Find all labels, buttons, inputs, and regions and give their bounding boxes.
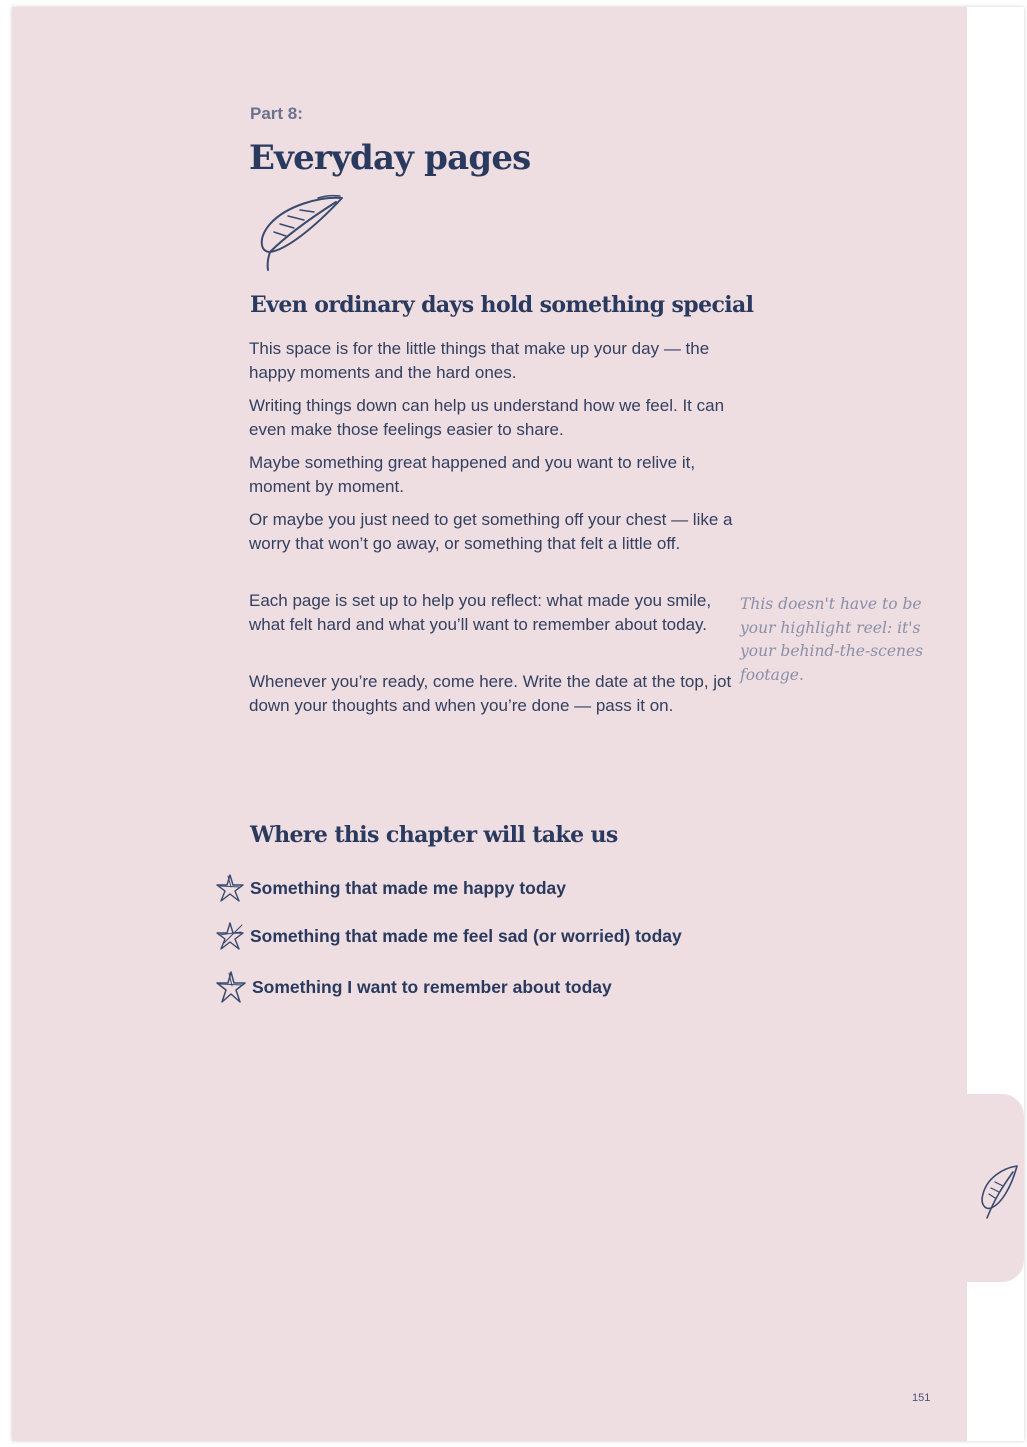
chapter-item-label: Something I want to remember about today [252,976,612,997]
intro-paragraph: Or maybe you just need to get something off your chest — like a worry that won’t go away, or something that felt a little off. [249,510,733,553]
part-label: Part 8: [250,104,303,123]
chapter-item-label: Something that made me happy today [250,877,567,898]
intro-paragraph: Whenever you’re ready, come here. Write the date at the top, jot down your thoughts and when you’re done — pass it on. [249,672,732,715]
page-background [12,7,967,1441]
chapter-item [216,921,682,951]
section-heading-chapter: Where this chapter will take us [250,822,618,848]
intro-paragraph: This space is for the little things that make up your day — the happy moments and the hard ones. [249,339,710,382]
feather-icon [252,192,348,274]
star-icon [216,873,244,903]
intro-paragraph: Each page is set up to help you reflect: what made you smile, what felt hard and what you’ll want to remember about today. [249,591,712,634]
page-title: Everyday pages [249,138,531,178]
section-heading-intro: Even ordinary days hold something special [250,292,754,318]
intro-paragraph: Writing things down can help us understand how we feel. It can even make those feelings easier to share. [249,396,725,439]
star-icon [216,970,246,1004]
page-number: 151 [912,1392,931,1404]
star-icon [216,921,244,951]
feather-icon [977,1164,1021,1220]
intro-paragraph: Maybe something great happened and you want to relive it, moment by moment. [249,453,696,496]
section-tab[interactable] [955,1094,1024,1282]
side-note: This doesn't have to be your highlight reel: it's your behind-the-scenes footage. [740,595,924,684]
chapter-item-label: Something that made me feel sad (or worried) today [250,925,682,946]
chapter-item [216,970,612,1004]
chapter-item [216,873,566,903]
